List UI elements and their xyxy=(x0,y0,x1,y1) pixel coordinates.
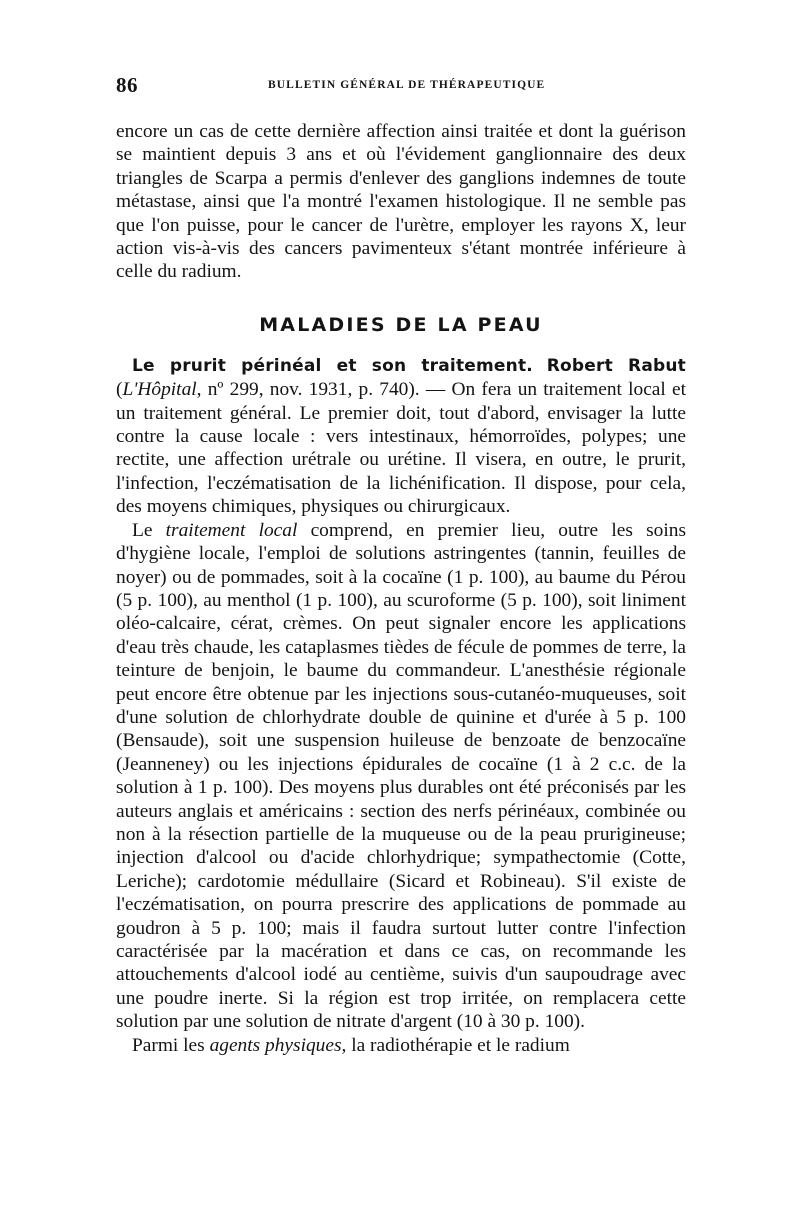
continuation-paragraph: encore un cas de cette dernière affection ainsi traitée et dont la guérison se maintient depuis 3 ans et où l'évidement ganglionnaire des deux triangles de Scarpa a permis d'enlever des ganglions indemnes de toute métastase, ainsi que l'a montré l'examen histologique. Il ne semble pas que l'on puisse, pour le cancer de l'urètre, employer les rayons X, leur action vis-à-vis des cancers pavimenteux s'étant montrée inférieure à celle du radium. xyxy=(116,121,686,283)
running-head: BULLETIN GÉNÉRAL DE THÉRAPEUTIQUE xyxy=(268,79,546,91)
physical-agents-text: , la radiothérapie et le radium xyxy=(341,1034,570,1056)
body-text xyxy=(116,120,686,1057)
article-author: Robert Rabut xyxy=(546,355,686,376)
emphasis-physical-agents: agents physiques xyxy=(209,1034,342,1056)
local-treatment-paragraph xyxy=(116,519,686,1034)
local-treatment-text: comprend, en premier lieu, outre les soins d'hygiène locale, l'emploi de solutions astringentes (tannin, feuilles de noyer) ou de pommades, soit à la cocaïne (1 p. 100), au baume du Pérou (5 p. 100), au menthol (1 p. 100), au scuroforme (5 p. 100), soit liniment oléo-calcaire, cérat, crèmes. On peut signaler encore les applications d'eau très chaude, les cataplasmes tièdes de fécule de pommes de terre, la teinture de benjoin, le baume du commandeur. L'anesthésie régionale peut encore être obtenue par les injections sous-cutanéo-muqueuses, soit d'une solution de chlorhydrate double de quinine et d'urée à 5 p. 100 (Bensaude), soit une suspension huileuse de benzoate de benzocaïne (Jeanneney) ou les injections épidurales de cocaïne (1 à 2 c.c. de la solution à 1 p. 100). Des moyens plus durables ont été préconisés par les auteurs anglais et américains : section des nerfs périnéaux, combinée ou non à la résection partielle de la muqueuse ou de la peau prurigineuse; injection d'alcool ou d'acide chlorhydrique; sympathectomie (Cotte, Leriche); cardotomie médullaire (Sicard et Robineau). S'il existe de l'eczématisation, on pourra prescrire des applications de pommade au goudron à 5 p. 100; mais il faudra surtout lutter contre l'infection caractérisée par la macération et dans ce cas, on recommande les attouchements d'alcool iodé au centième, suivis d'un saupoudrage avec une poudre inerte. Si la région est trop irritée, on remplacera cette solution par une solution de nitrate d'argent (10 à 30 p. 100). xyxy=(116,519,686,1033)
paragraph-lead: Parmi les xyxy=(132,1034,210,1056)
citation-text: , nº 299, nov. 1931, p. 740). — On fera un traitement local et un traitement général. Le premier doit, tout d'abord, envisager la lutte contre la cause locale : vers intestinaux, hémorroïdes, polypes; une rectite, une affection urétrale ou urétine. Il visera, en outre, le prurit, l'infection, l'eczématisation de la lichénification. Il dispose, pour cela, des moyens chimiques, physiques ou chirurgicaux. xyxy=(116,379,686,518)
source-journal-name: L'Hôpital xyxy=(122,379,197,401)
article-title: Le prurit périnéal et son traitement. xyxy=(132,355,533,376)
section-heading: MALADIES DE LA PEAU xyxy=(259,313,543,336)
paragraph-lead: Le xyxy=(132,519,166,541)
page-header xyxy=(116,73,686,95)
article-abstract-paragraph xyxy=(116,354,686,519)
source-open-paren: ( xyxy=(116,379,123,401)
physical-agents-paragraph xyxy=(116,1034,686,1057)
page-number: 86 xyxy=(116,73,138,97)
emphasis-local-treatment: traitement local xyxy=(165,519,298,541)
